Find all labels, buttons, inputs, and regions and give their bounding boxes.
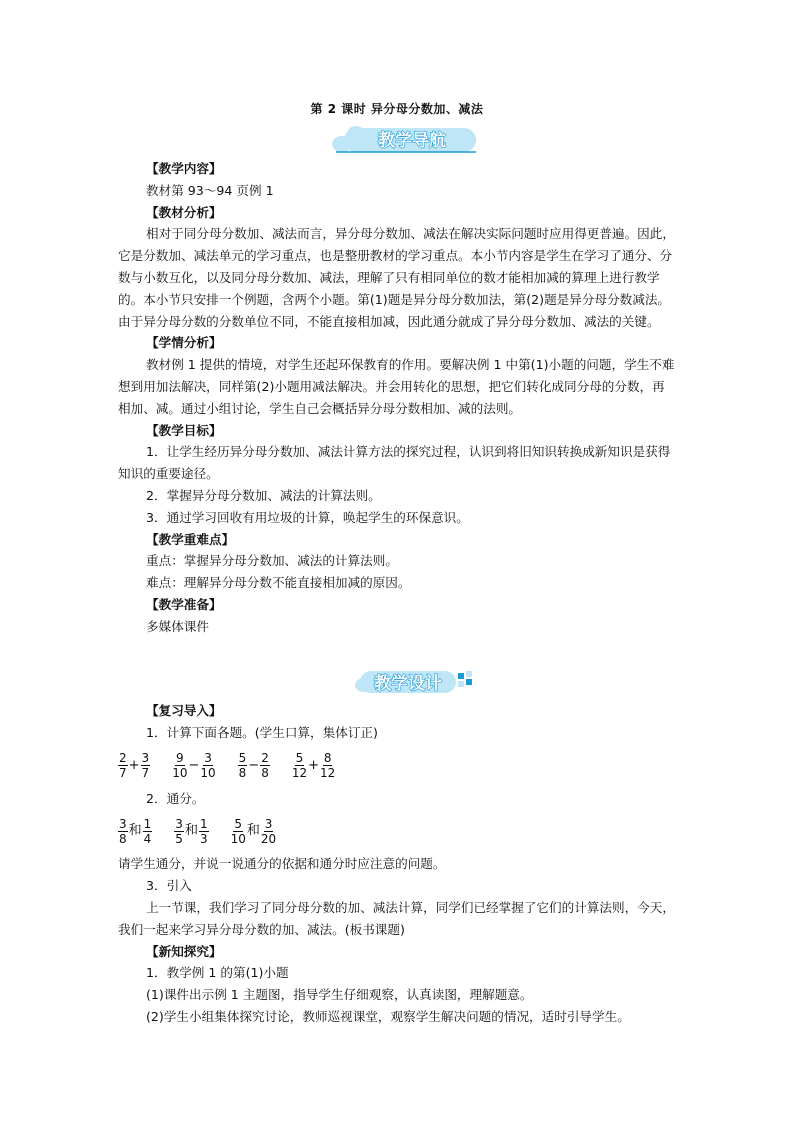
numerator: 3 [264, 816, 273, 831]
fraction-expression [238, 751, 270, 780]
numerator: 8 [323, 751, 332, 766]
paragraph: 3．引入 [146, 878, 192, 894]
fraction [292, 751, 307, 780]
paragraph: (1)课件出示例 1 主题图，指导学生仔细观察，认真读图，理解题意。 [146, 987, 533, 1003]
review-heading: 【复习导入】 [146, 703, 222, 718]
paragraph: (2)学生小组集体探究讨论，教师巡视课堂，观察学生解决问题的情况，适时引导学生。 [146, 1008, 630, 1024]
operator: + [128, 757, 140, 773]
svg-text:教学设计: 教学设计 [374, 674, 442, 694]
fraction-row-2 [118, 809, 676, 853]
section-heading: 【教材分析】 [146, 204, 222, 220]
fraction [260, 751, 270, 780]
section-heading: 【教学内容】 [146, 161, 222, 176]
section-heading: 【学情分析】 [146, 335, 222, 351]
lesson-title: 第 2 课时 异分母分数加、减法 [310, 102, 484, 116]
operator: 和 [246, 823, 260, 839]
paragraph: 请学生通分，并说一说通分的依据和通分时应注意的问题。 [118, 856, 446, 872]
fraction-row-1 [118, 744, 676, 788]
fraction [320, 751, 335, 780]
fraction [261, 817, 276, 846]
numerator: 5 [234, 816, 243, 831]
paragraph: 1．让学生经历异分母分数加、减法计算方法的探究过程，认识到将旧知识转换成新知识是获得知识的重要途径。 [118, 444, 671, 482]
fraction [118, 817, 128, 846]
denominator: 5 [175, 831, 183, 846]
numerator: 5 [295, 751, 304, 766]
section-heading: 【教学准备】 [146, 596, 222, 612]
section-heading: 【教学目标】 [146, 422, 222, 438]
paragraph: 2．掌握异分母分数加、减法的计算法则。 [146, 487, 381, 503]
denominator: 8 [261, 766, 269, 781]
operator: 和 [128, 823, 142, 839]
fraction-expression [231, 817, 277, 846]
fraction-expression [174, 817, 208, 846]
numerator: 3 [119, 816, 127, 831]
fraction [238, 751, 248, 780]
numerator: 1 [143, 816, 152, 831]
paragraph: 3．通过学习回收有用垃圾的计算，唤起学生的环保意识。 [146, 509, 469, 525]
operator: + [308, 757, 320, 773]
paragraph: 相对于同分母分数加、减法而言，异分母分数加、减法在解决实际问题时应用得更普遍。因此，它是分数加、减法单元的学习重点，也是整册教材的学习重点。本小节内容是学生在学习了通分、分数与小数互化，以及同分母分数加、减法，理解了只有相同单位的数才能相加减的算理上进行教学的。本小节只安排一个例题，含两个小题。第(1)题是异分母分数加法，第(2)题是异分母分数减法。由于异分母分数的分数单位不同，不能直接相加减，因此通分就成了异分母分数加、减法的关键。 [118, 226, 675, 329]
paragraph: 1．教学例 1 的第(1)小题 [146, 965, 289, 981]
fraction-expression [292, 751, 335, 780]
denominator: 8 [119, 831, 127, 846]
section-lesson-info [118, 158, 676, 638]
numerator: 3 [204, 751, 212, 766]
paragraph: 难点：理解异分母分数不能直接相加减的原因。 [146, 575, 411, 591]
denominator: 7 [119, 766, 127, 781]
fraction [231, 817, 246, 846]
review-item-2: 2．通分。 [146, 790, 205, 806]
banner-teaching-guide [326, 118, 486, 151]
numerator: 2 [261, 751, 269, 766]
fraction [141, 751, 151, 780]
operator: 和 [184, 823, 198, 839]
numerator: 3 [141, 751, 150, 766]
denominator: 20 [260, 831, 277, 846]
paragraph: 上一节课，我们学习了同分母分数的加、减法计算，同学们已经掌握了它们的计算法则，今天，我们一起来学习异分母分数的加、减法。(板书课题) [118, 899, 675, 937]
numerator: 5 [238, 751, 247, 766]
fraction [199, 817, 209, 846]
section-heading: 【教学重难点】 [146, 531, 235, 547]
operator: − [188, 757, 200, 773]
fraction [143, 817, 153, 846]
denominator: 10 [230, 831, 246, 846]
section-heading: 【新知探究】 [146, 943, 222, 959]
numerator: 1 [199, 816, 208, 831]
denominator: 10 [172, 766, 188, 781]
banner-teaching-design [350, 663, 480, 693]
fraction [174, 817, 184, 846]
denominator: 12 [291, 766, 308, 781]
operator: − [248, 757, 260, 773]
paragraph: 教材例 1 提供的情境，对学生还起环保教育的作用。要解决例 1 中第(1)小题的问题，学生不难想到用加法解决，同样第(2)小题用减法解决。并会用转化的思想，把它们转化成同分母的分数，再相加、减。通过小组讨论，学生自己会概括异分母分数相加、减的法则。 [118, 357, 675, 416]
review-item-1: 1．计算下面各题。(学生口算，集体订正) [146, 724, 378, 740]
paragraph: 教材第 93～94 页例 1 [146, 182, 274, 198]
denominator: 10 [200, 766, 216, 781]
banner-text: 教学导航 [378, 131, 446, 151]
numerator: 3 [175, 816, 183, 831]
paragraph: 多媒体课件 [146, 618, 209, 634]
denominator: 12 [320, 766, 336, 781]
denominator: 8 [238, 766, 247, 781]
fraction [172, 751, 187, 780]
fraction-expression [118, 817, 152, 846]
denominator: 3 [199, 831, 208, 846]
numerator: 2 [119, 751, 127, 766]
paragraph: 重点：掌握异分母分数加、减法的计算法则。 [146, 553, 398, 569]
section-review [118, 700, 676, 1028]
numerator: 9 [176, 751, 184, 766]
fraction-expression [172, 751, 215, 780]
fraction-expression [118, 751, 150, 780]
fraction [200, 751, 215, 780]
fraction [118, 751, 128, 780]
denominator: 7 [141, 766, 150, 781]
denominator: 4 [143, 831, 152, 846]
